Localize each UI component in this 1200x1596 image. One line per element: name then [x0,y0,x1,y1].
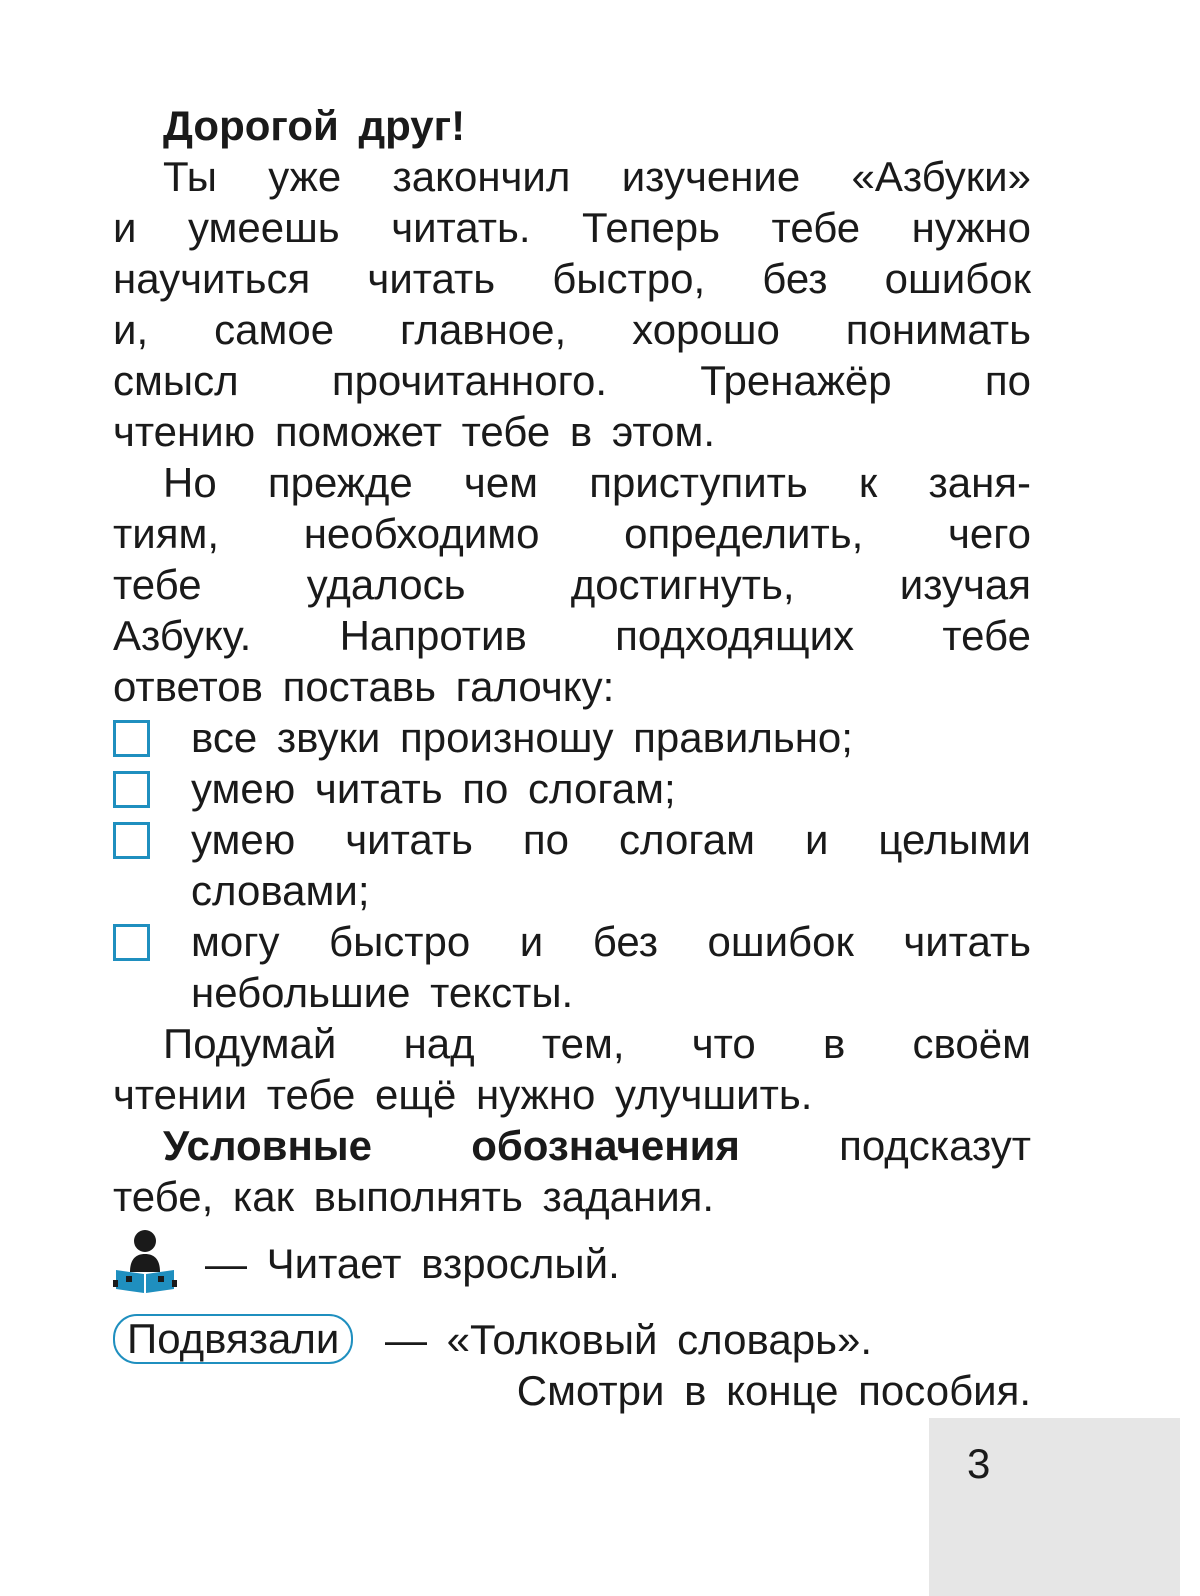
text-line: и, самое главное, хорошо понимать [113,306,1031,353]
checklist-item [113,763,1031,814]
checklist-item-label: словами; [191,867,370,914]
skills-checklist [113,712,1031,1018]
page-number: 3 [967,1440,991,1487]
legend-reader-text: — Читает взрослый. [205,1240,620,1287]
checklist-item-label: умею читать по слогам; [191,765,676,812]
text-line [113,1120,1031,1171]
dictionary-word-badge: Подвязали [113,1314,353,1364]
text-line: ответов поставь галочку: [113,663,615,710]
checklist-item-label: все звуки произношу правильно; [191,714,853,761]
checklist-item-label: могу быстро и без ошибок читать [191,918,1031,965]
adult-reading-icon [113,1228,177,1294]
checklist-item-label: небольшие тексты. [191,969,574,1016]
text-line: Подумай над тем, что в своём [163,1020,1031,1067]
intro-paragraph [113,151,1031,457]
legend-reader [113,1228,1031,1300]
greeting-heading: Дорогой друг! [163,102,466,149]
text-line: чтении тебе ещё нужно улучшить. [113,1071,813,1118]
checkbox[interactable] [113,924,150,961]
text-line: Но прежде чем приступить к заня- [163,459,1031,506]
legend-intro [113,1120,1031,1222]
reflection-paragraph [113,1018,1031,1120]
text-line: чтению поможет тебе в этом. [113,408,716,455]
checklist-item [113,712,1031,763]
page-number-tab [929,1418,1180,1596]
legend-dictionary-text: — «Толковый словарь». [385,1316,872,1363]
checklist-item-label: умею читать по слогам и целыми [191,816,1031,863]
checkbox[interactable] [113,771,150,808]
text-line: научиться читать быстро, без ошибок [113,255,1031,302]
checkbox[interactable] [113,720,150,757]
text-line: и умеешь читать. Теперь тебе нужно [113,204,1031,251]
text-line: Азбуку. Напротив подходящих тебе [113,612,1031,659]
checklist-item [113,916,1031,1018]
checklist-item [113,814,1031,916]
checkbox[interactable] [113,822,150,859]
legend-title: Условные обозначения [163,1122,740,1169]
legend-dictionary-note: Смотри в конце пособия. [516,1367,1031,1414]
text-line: смысл прочитанного. Тренажёр по [113,357,1031,404]
text-line: Ты уже закончил изучение «Азбуки» [163,153,1031,200]
legend-dictionary [113,1314,1031,1365]
page-content [113,100,1031,1416]
instruction-paragraph [113,457,1031,712]
text-line: тебе, как выполнять задания. [113,1173,715,1220]
text-line: тиям, необходимо определить, чего [113,510,1031,557]
text-line: тебе удалось достигнуть, изучая [113,561,1031,608]
legend-title-rest: подсказут [839,1122,1031,1169]
